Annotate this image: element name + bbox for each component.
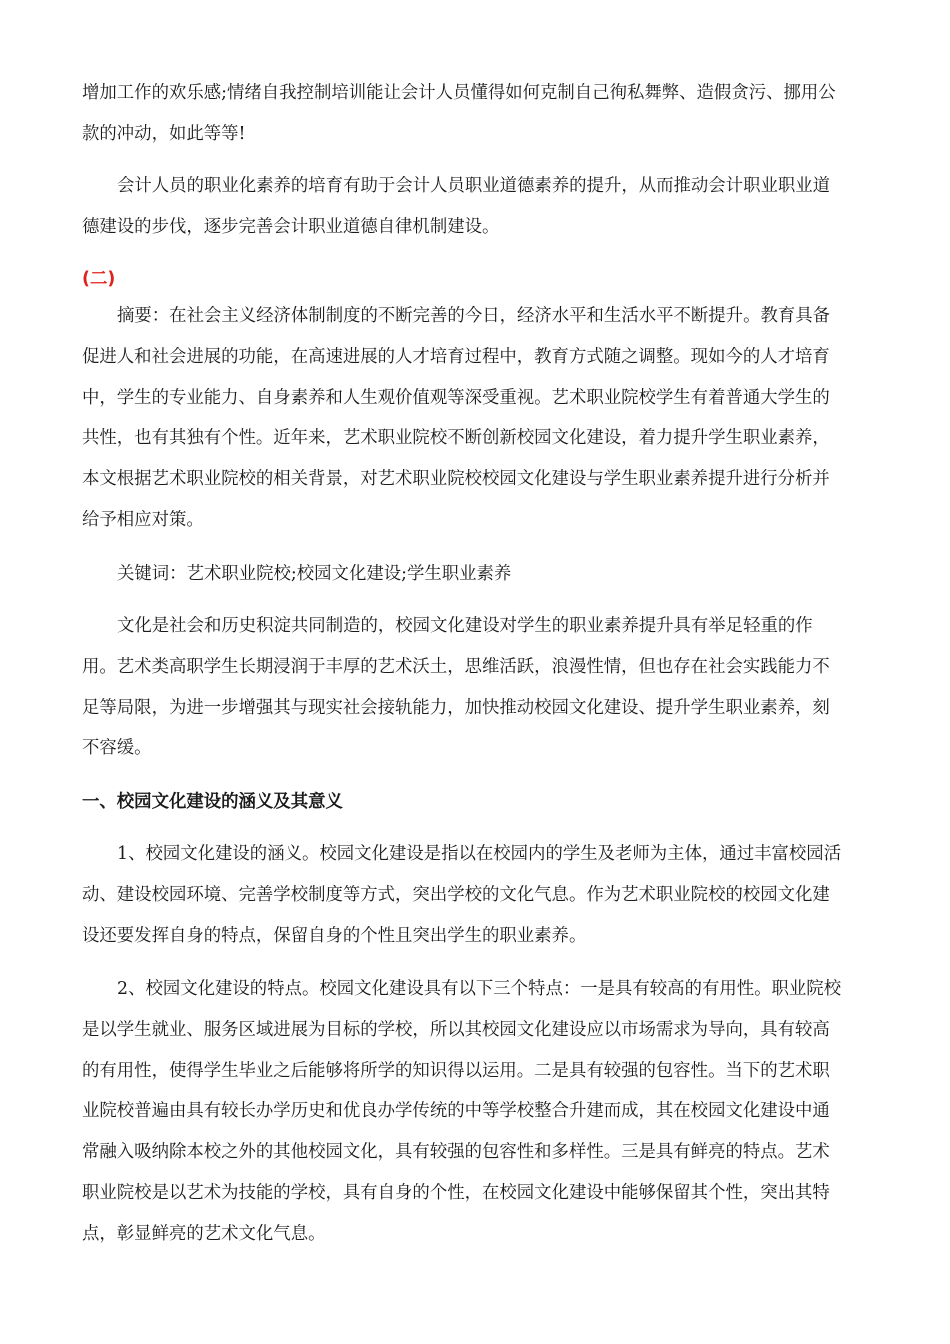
keywords-line [82,554,868,595]
abstract-paragraph [82,296,868,541]
text-line: 1、校园文化建设的涵义。校园文化建设是指以在校园内的学生及老师为主体，通过丰富校园活 [117,844,842,864]
text-line: 共性，也有其独有个性。近年来，艺术职业院校不断创新校园文化建设，着力提升学生职业素养， [82,428,830,449]
text-line: 用。艺术类高职学生长期浸润于丰厚的艺术沃土，思维活跃，浪漫性情，但也存在社会实践能力不 [82,656,830,677]
text-line: 关键词：艺术职业院校;校园文化建设;学生职业素养 [117,564,512,584]
intro-paragraph [82,606,868,769]
text-line: 职业院校是以艺术为技能的学校，具有自身的个性，在校园文化建设中能够保留其个性，突出其特 [82,1182,830,1203]
text-line: 点，彰显鲜亮的艺术文化气息。 [82,1223,326,1244]
heading-section-1 [82,782,868,823]
heading-text: 一、校园文化建设的涵义及其意义 [82,792,343,812]
text-line: 德建设的步伐，逐步完善会计职业道德自律机制建设。 [82,216,500,237]
paragraph-continuation [82,73,868,155]
section-number: (二) [82,269,116,289]
text-line: 的有用性，使得学生毕业之后能够将所学的知识得以运用。二是具有较强的包容性。当下的艺术职 [82,1060,830,1081]
paragraph-accounting-ethics [82,166,868,248]
text-line: 文化是社会和历史积淀共同制造的，校园文化建设对学生的职业素养提升具有举足轻重的作 [117,616,813,636]
text-line: 动、建设校园环境、完善学校制度等方式，突出学校的文化气息。作为艺术职业院校的校园文化建 [82,884,830,905]
text-line: 中，学生的专业能力、自身素养和人生观价值观等深受重视。艺术职业院校学生有着普通大学生的 [82,387,830,408]
text-line: 常融入吸纳除本校之外的其他校园文化，具有较强的包容性和多样性。三是具有鲜亮的特点。艺术 [82,1142,830,1163]
item-2-paragraph [82,969,868,1255]
text-line: 设还要发挥自身的特点，保留自身的个性且突出学生的职业素养。 [82,925,587,946]
text-line: 款的冲动，如此等等! [82,123,246,144]
text-line: 不容缓。 [82,738,152,759]
text-line: 摘要：在社会主义经济体制制度的不断完善的今日，经济水平和生活水平不断提升。教育具备 [117,306,831,326]
text-line: 本文根据艺术职业院校的相关背景，对艺术职业院校校园文化建设与学生职业素养提升进行分析并 [82,469,830,490]
section-label [82,259,868,300]
item-1-paragraph [82,834,868,956]
text-line: 促进人和社会进展的功能，在高速进展的人才培育过程中，教育方式随之调整。现如今的人才培育 [82,346,830,367]
text-line: 给予相应对策。 [82,509,204,530]
text-line: 2、校园文化建设的特点。校园文化建设具有以下三个特点：一是具有较高的有用性。职业院校 [117,979,842,999]
text-line: 增加工作的欢乐感;情绪自我控制培训能让会计人员懂得如何克制自己徇私舞弊、造假贪污、挪用公 [82,83,836,103]
text-line: 会计人员的职业化素养的培育有助于会计人员职业道德素养的提升，从而推动会计职业职业道 [117,176,831,196]
text-line: 足等局限，为进一步增强其与现实社会接轨能力，加快推动校园文化建设、提升学生职业素养，刻 [82,697,830,718]
text-line: 业院校普遍由具有较长办学历史和优良办学传统的中等学校整合升建而成，其在校园文化建设中通 [82,1101,830,1122]
text-line: 是以学生就业、服务区域进展为目标的学校，所以其校园文化建设应以市场需求为导向，具有较高 [82,1019,830,1040]
